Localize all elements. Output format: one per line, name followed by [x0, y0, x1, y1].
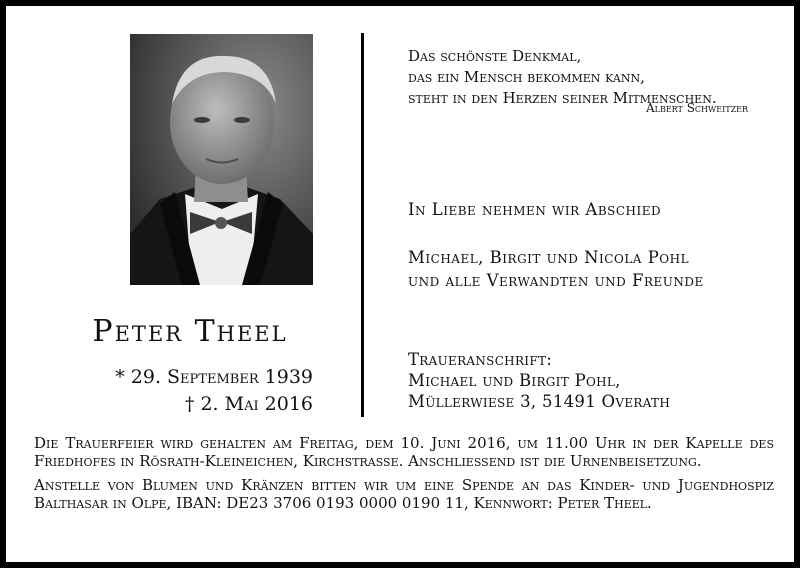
quote-author: Albert Schweitzer: [645, 101, 748, 115]
quote-line: das ein Mensch bekommen kann,: [408, 68, 645, 86]
funeral-details: [34, 434, 774, 518]
farewell-line: In Liebe nehmen wir Abschied: [408, 200, 662, 219]
address-line: Michael und Birgit Pohl,: [408, 371, 621, 390]
life-dates: [115, 364, 313, 418]
deceased-name: Peter Theel: [92, 314, 288, 349]
address-line: Müllerwiese 3, 51491 Overath: [408, 392, 671, 411]
mourners: [408, 246, 704, 292]
mourners-line: Michael, Birgit und Nicola Pohl: [408, 248, 690, 267]
address-label: Traueranschrift:: [408, 350, 553, 369]
portrait-photo: [130, 34, 313, 285]
ceremony-text: Die Trauerfeier wird gehalten am Freitag, dem 10. Juni 2016, um 11.00 Uhr in der Kapelle des Friedhofes in Rösrath-Kleineichen, Kirchstrasse. Anschliessend ist die Urnenbeisetzung.: [34, 434, 774, 470]
quote-line: steht in den Herzen seiner Mitmenschen.: [408, 89, 717, 107]
vertical-divider: [361, 33, 364, 417]
birth-date: * 29. September 1939: [115, 366, 313, 388]
memorial-quote: [408, 46, 717, 109]
mourning-address: [408, 349, 670, 412]
quote-line: Das schönste Denkmal,: [408, 47, 582, 65]
mourners-line: und alle Verwandten und Freunde: [408, 271, 704, 290]
donation-text: Anstelle von Blumen und Kränzen bitten wir um eine Spende an das Kinder- und Jugendhospiz Balthasar in Olpe, IBAN: DE23 3706 0193 0000 0190 11, Kennwort: Peter Theel.: [34, 476, 774, 512]
portrait-image: [130, 34, 313, 285]
death-date: † 2. Mai 2016: [184, 393, 313, 415]
